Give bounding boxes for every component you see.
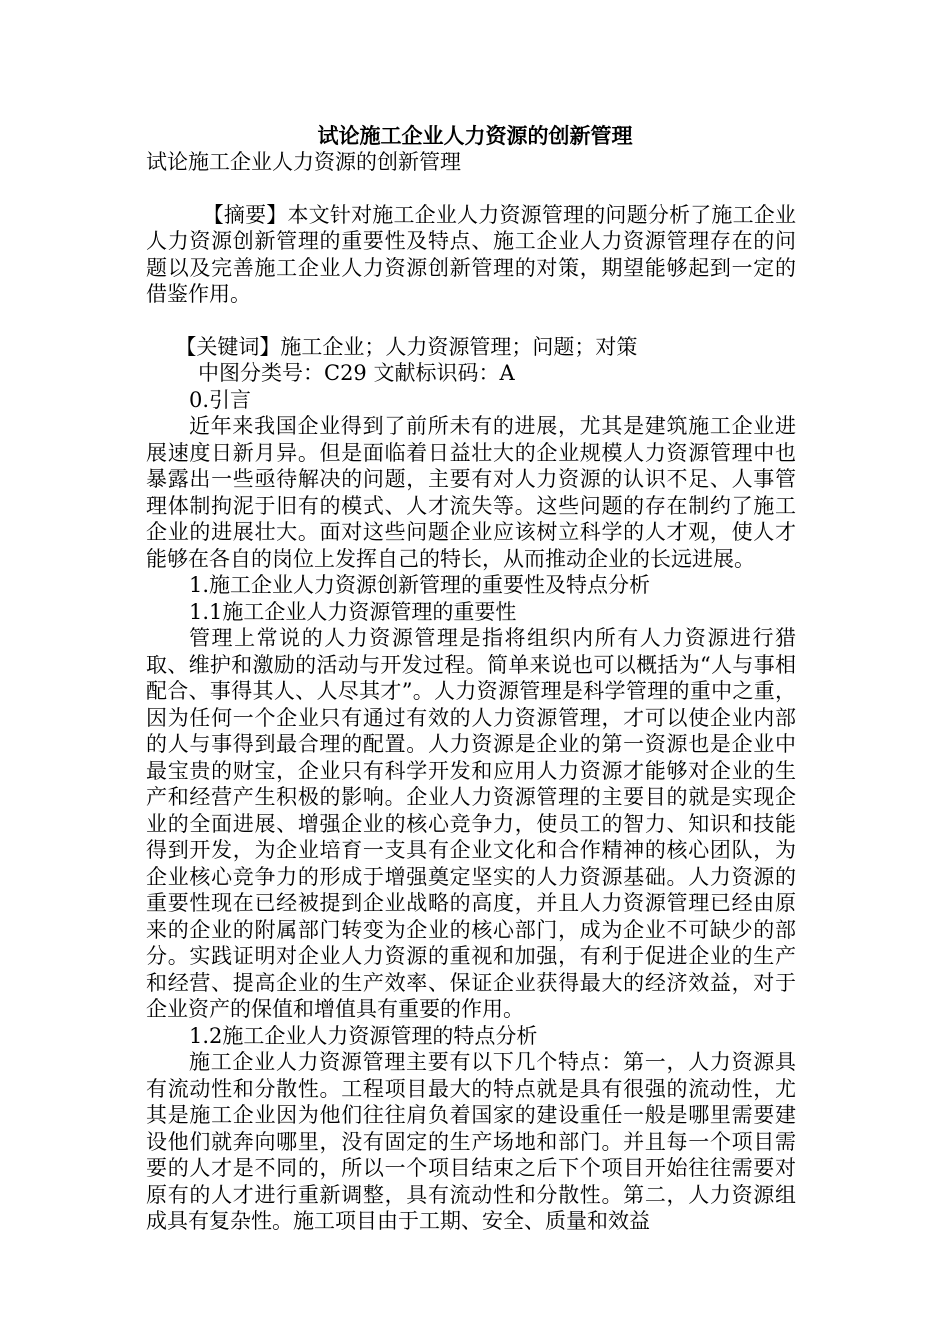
section-1-heading: 1.施工企业人力资源创新管理的重要性及特点分析 <box>189 573 651 597</box>
document-title: 试论施工企业人力资源的创新管理 <box>317 123 633 148</box>
section-1-2-heading: 1.2施工企业人力资源管理的特点分析 <box>189 1023 538 1048</box>
section-1-1-paragraph: 管理上常说的人力资源管理是指将组织内所有人力资源进行猎取、维护和激励的活动与开发过程。简单来说也可以概括为“人与事相配合、事得其人、人尽其才”。人力资源管理是科学管理的重中之重，因为任何一个企业只有通过有效的人力资源管理，才可以使企业内部的人与事得到最合理的配置。人力资源是企业的第一资源也是企业中最宝贵的财宝，企业只有科学开发和应用人力资源才能够对企业的生产和经营产生积极的影响。企业人力资源管理的主要目的就是实现企业的全面进展、增强企业的核心竞争力，使员工的智力、知识和技能得到开发，为企业培育一支具有企业文化和合作精神的核心团队，为企业核心竞争力的形成于增强奠定坚实的人力资源基础。人力资源的重要性现在已经被提到企业战略的高度，并且人力资源管理已经由原来的企业的附属部门转变为企业的核心部门，成为企业不可缺少的部分。实践证明对企业人力资源的重视和加强，有利于促进企业的生产和经营、提高企业的生产效率、保证企业获得最大的经济效益，对于企业资产的保值和增值具有重要的作用。 <box>146 626 796 1021</box>
intro-heading: 0.引言 <box>189 387 252 412</box>
section-1-2-paragraph: 施工企业人力资源管理主要有以下几个特点：第一，人力资源具有流动性和分散性。工程项目最大的特点就是具有很强的流动性，尤其是施工企业因为他们往往肩负着国家的建设重任一般是哪里需要建设他们就奔向哪里，没有固定的生产场地和部门。并且每一个项目需要的人才是不同的，所以一个项目结束之后下个项目开始往往需要对原有的人才进行重新调整，具有流动性和分散性。第二，人力资源组成具有复杂性。施工项目由于工期、安全、质量和效益 <box>146 1050 796 1233</box>
document-body <box>146 149 796 1235</box>
section-1-1-heading: 1.1施工企业人力资源管理的重要性 <box>189 599 517 624</box>
intro-paragraph: 近年来我国企业得到了前所未有的进展，尤其是建筑施工企业进展速度日新月异。但是面临着日益壮大的企业规模人力资源管理中也暴露出一些亟待解决的问题，主要有对人力资源的认识不足、人事管理体制拘泥于旧有的模式、人才流失等。这些问题的存在制约了施工企业的进展壮大。面对这些问题企业应该树立科学的人才观，使人才能够在各自的岗位上发挥自己的特长，从而推动企业的长远进展。 <box>146 414 796 571</box>
classification-line: 中图分类号：C29 文献标识码：A <box>198 361 515 385</box>
document-subtitle: 试论施工企业人力资源的创新管理 <box>146 150 461 174</box>
keywords-line: 【关键词】施工企业；人力资源管理；问题；对策 <box>175 334 638 359</box>
abstract-paragraph: 【摘要】本文针对施工企业人力资源管理的问题分析了施工企业人力资源创新管理的重要性及特点、施工企业人力资源管理存在的问题以及完善施工企业人力资源创新管理的对策，期望能够起到一定的借鉴作用。 <box>146 202 796 306</box>
